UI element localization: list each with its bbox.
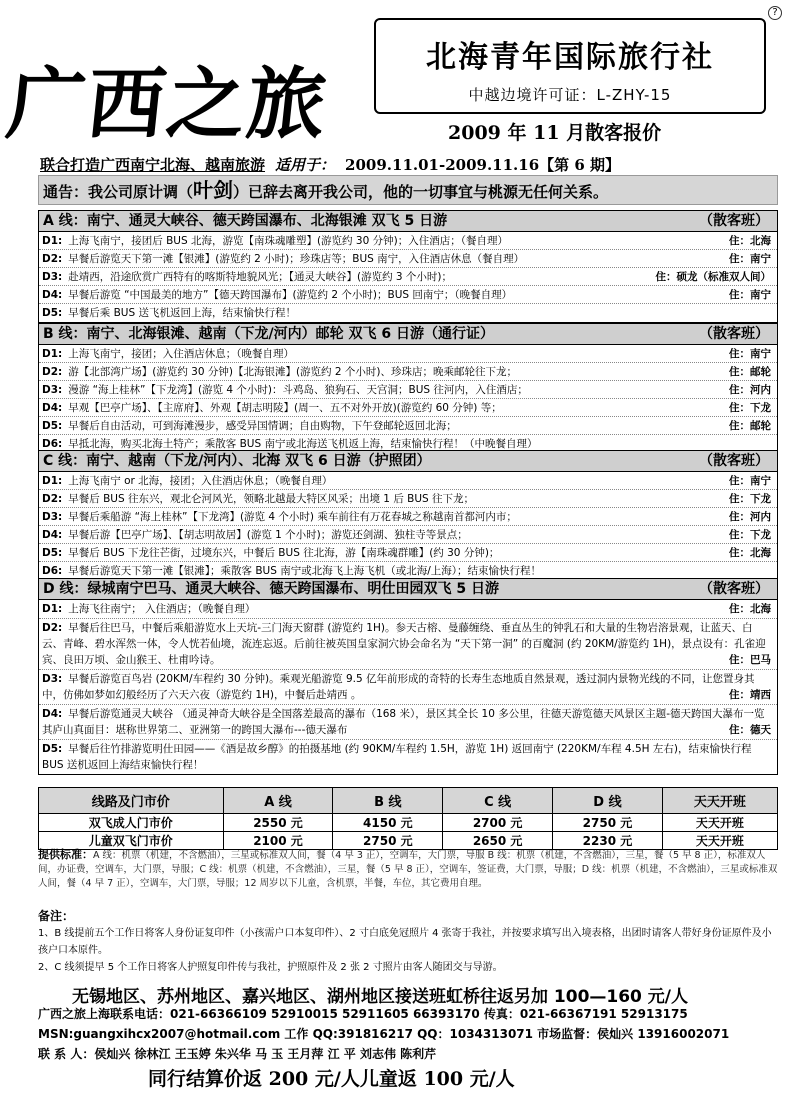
itinerary-day: D3: 漫游 “海上桂林”【下龙湾】(游览 4 个小时)：斗鸡岛、狼狗石、天宫洞；BUS 往河内，入住酒店； 住：河内 — [39, 381, 777, 399]
note-item: 2、C 线须提早 5 个工作日将客人护照复印件传与我社，护照原件及 2 张 2 寸照片由客人随团交与导游。 — [38, 962, 503, 973]
route-type: （散客班） — [699, 453, 769, 469]
promo-line: 同行结算价返 200 元/人儿童返 100 元/人 — [148, 1068, 515, 1090]
itinerary-day: D6: 早抵北海，购买北海土特产；乘散客 BUS 南宁或北海送飞机返上海，结束愉快行程！（中晚餐自理） — [42, 438, 538, 450]
table-header-cell: A 线 — [223, 788, 333, 814]
table-cell: 2230 元 — [553, 832, 663, 850]
itinerary-day: D5: 早餐后 BUS 下龙往芒街，过境东兴，中餐后 BUS 往北海，游【南珠魂群雕】(约 30 分钟)； 住：北海 — [39, 544, 777, 562]
table-header-cell: B 线 — [333, 788, 443, 814]
notice-bar — [38, 175, 778, 205]
itinerary-day: D3: 早餐后游览百鸟岩 (20KM/车程约 30 分钟)。乘观光船游览 9.5 亿年前形成的奇特的长寿生态地质自然景观，透过洞内景物光线的不同，让您置身其中，仿佛如梦如幻般经历了六天六夜（游览约 1H)，中餐后赴靖西 。 住：靖西 — [39, 670, 777, 705]
service-standards — [38, 848, 778, 891]
route-header — [39, 451, 777, 472]
table-cell: 儿童双飞门市价 — [39, 832, 224, 850]
table-cell: 2650 元 — [443, 832, 553, 850]
table-cell: 双飞成人门市价 — [39, 814, 224, 832]
contact-online: MSN:guangxihcx2007@hotmail.com 工作 QQ:391816217 QQ：1034313071 市场监督：侯灿兴 13916002071 — [38, 1027, 730, 1041]
date-title: 2009 年 11 月散客报价 — [448, 122, 662, 144]
table-cell: 2700 元 — [443, 814, 553, 832]
agency-banner — [374, 18, 766, 114]
itinerary-day: D2: 早餐后往巴马，中餐后乘船游览水上天坑-三门海天窗群 (游览约 1H)。参天古榕、曼藤缠绕、垂直丛生的钟乳石和大量的生物岩溶景观，让蓝天、白云、青峰、碧水浑然一体，令人恍若仙境，流连忘返。后前往被英国皇家洞穴协会命名为 “天下第一洞” 的百魔洞 (约 20KM/游览约 1H)，景点设有：孔雀迎宾、良田万顷、金山猴王、杜甫吟诗。 住：巴马 — [39, 619, 777, 670]
contact-phone: 广西之旅上海联系电话：021-66366109 52910015 52911605 66393170 传真：021-66367191 52913175 — [38, 1007, 688, 1021]
itinerary-day: D5: 早餐后自由活动，可到海滩漫步，感受异国情调；自由购物，下午登邮轮返回北海； 住：邮轮 — [39, 417, 777, 435]
table-header-row — [39, 788, 778, 814]
table-row — [39, 832, 778, 850]
itinerary-day: D6: 早餐后游览天下第一滩【银滩】；乘散客 BUS 南宁或北海飞上海飞机（或北海/上海）；结束愉快行程！ — [42, 565, 541, 577]
page-title: 广西之旅 — [2, 59, 333, 150]
itinerary-day: D2: 早餐后游览天下第一滩【银滩】(游览约 2 小时)；珍珠店等；BUS 南宁，入住酒店休息（餐自理） 住：南宁 — [39, 250, 777, 268]
contact-people: 联 系 人：侯灿兴 徐林江 王玉婷 朱兴华 马 玉 王月萍 江 平 刘志伟 陈利芹 — [38, 1047, 437, 1061]
itinerary-day: D1: 上海飞南宁 or 北海，接团；入住酒店休息；（晚餐自理） 住：南宁 — [39, 472, 777, 490]
route-type: （散客班） — [699, 581, 769, 597]
apply-range: 2009.11.01-2009.11.16【第 6 期】 — [345, 156, 621, 174]
apply-label: 适用于： — [275, 156, 336, 174]
price-table — [38, 787, 778, 850]
route-title: C 线：南宁、越南（下龙/河内）、北海 双飞 6 日游（护照团） — [43, 453, 431, 469]
itinerary-day: D4: 早观【巴亭广场】、【主席府】、外观【胡志明陵】(周一、五不对外开放)(游览约 60 分钟) 等； 住：下龙 — [39, 399, 777, 417]
route-title: B 线：南宁、北海银滩、越南（下龙/河内）邮轮 双飞 6 日游（通行证） — [43, 326, 495, 342]
subtitle: 联合打造广西南宁北海、越南旅游 — [40, 156, 266, 174]
route-title: A 线：南宁、通灵大峡谷、德天跨国瀑布、北海银滩 双飞 5 日游 — [43, 213, 448, 229]
table-cell: 2750 元 — [553, 814, 663, 832]
itinerary-day: D4: 早餐后游【巴亭广场】、【胡志明故居】(游览 1 个小时)；游览还剑湖、独柱寺等景点； 住：下龙 — [39, 526, 777, 544]
license-number: 中越边境许可证：L-ZHY-15 — [468, 86, 672, 104]
table-cell: 2550 元 — [223, 814, 333, 832]
route-header — [39, 579, 777, 600]
itinerary-day: D1: 上海飞南宁，接团；入住酒店休息；（晚餐自理） 住：南宁 — [39, 345, 777, 363]
notice-name: 叶剑 — [193, 178, 234, 202]
table-cell: 2750 元 — [333, 832, 443, 850]
corner-circle-icon: ? — [768, 6, 782, 20]
route-type: （散客班） — [699, 326, 769, 342]
route-title: D 线：绿城南宁巴马、通灵大峡谷、德天跨国瀑布、明仕田园双飞 5 日游 — [43, 581, 499, 597]
table-header-cell: 天天开班 — [662, 788, 777, 814]
agency-name: 北海青年国际旅行社 — [426, 40, 714, 75]
table-cell: 2100 元 — [223, 832, 333, 850]
transfer-surcharge: 无锡地区、苏州地区、嘉兴地区、湖州地区接送班虹桥往返另加 100—160 元/人 — [72, 987, 689, 1007]
table-header-cell: D 线 — [553, 788, 663, 814]
itinerary-day: D1: 上海飞南宁，接团后 BUS 北海，游览【南珠魂雕塑】(游览约 30 分钟)；入住酒店；（餐自理） 住：北海 — [39, 232, 777, 250]
route-a — [38, 210, 778, 323]
table-row — [39, 814, 778, 832]
table-cell: 4150 元 — [333, 814, 443, 832]
itinerary-day: D3: 早餐后乘船游 “海上桂林”【下龙湾】(游览 4 个小时) 乘车前往有万花春城之称越南首都河内市； 住：河内 — [39, 508, 777, 526]
standards-label: 提供标准： — [38, 848, 93, 861]
route-b — [38, 323, 778, 454]
itinerary-day: D4: 早餐后游览 “中国最美的地方”【德天跨国瀑布】(游览约 2 个小时)；BUS 回南宁；（晚餐自理） 住：南宁 — [39, 286, 777, 304]
itinerary-day: D5: 早餐后往竹排游览明仕田园——《酒是故乡醇》的拍摄基地 (约 90KM/车程约 1.5H，游览 1H) 返回南宁 (220KM/车程 4.5H 左右)，结束愉快行程 BUS 送机返回上海结束愉快行程！ — [42, 743, 752, 771]
itinerary-day: D1: 上海飞往南宁； 入住酒店；（晚餐自理） 住：北海 — [39, 600, 777, 619]
notice-suffix: ）已辞去离开我公司，他的一切事宜与桃源无任何关系。 — [233, 183, 609, 201]
note-item: 1、B 线提前五个工作日将客人身份证复印件（小孩需户口本复印件）、2 寸白底免冠照片 4 张寄于我社，并按要求填写出入境表格，出团时请客人带好身份证原件及小孩户口本原件。 — [38, 928, 772, 956]
table-header-cell: C 线 — [443, 788, 553, 814]
itinerary-day: D4: 早餐后游览通灵大峡谷 （通灵神奇大峡谷是全国落差最高的瀑布（168 米），景区其全长 10 多公里，往德天游览德天风景区主题-德天跨国大瀑布一览其庐山真面目：堪称世界第二、亚洲第一的跨国大瀑布---德天瀑布 住：德天 — [39, 705, 777, 740]
itinerary-day: D2: 游【北部湾广场】(游览约 30 分钟)【北海银滩】(游览约 2 个小时)、珍珠店；晚乘邮轮往下龙； 住：邮轮 — [39, 363, 777, 381]
notes — [38, 908, 778, 976]
table-cell: 天天开班 — [662, 814, 777, 832]
itinerary-day: D2: 早餐后 BUS 往东兴，观北仑河风光，领略北越最大特区风采；出境 1 后 BUS 往下龙； 住：下龙 — [39, 490, 777, 508]
standards-text: A 线：机票（机建，不含燃油），三星或标准双人间，餐（4 早 3 正），空调车，大门票，导服 B 线：机票（机建，不含燃油），三星，餐（5 早 8 正），标准双人间，办证费，空调车，大门票，导服；C 线：机票（机建，不含燃油），三星，餐（5 早 8 正），空调车，签证费，大门票，导服；D 线：机票（机建，不含燃油），三星或标准双人间，餐（4 早 7 正），空调车，大门票，导服；12 周岁以下儿童，含机票，半餐，车位，其它费用自理。 — [38, 850, 778, 889]
route-c — [38, 450, 778, 581]
notes-heading: 备注： — [38, 909, 75, 923]
route-type: （散客班） — [699, 213, 769, 229]
notice-prefix: 通告：我公司原计调（ — [43, 183, 194, 201]
subtitle-row — [40, 154, 780, 175]
route-header — [39, 324, 777, 345]
itinerary-day: D3: 赴靖西，沿途欣赏广西特有的喀斯特地貌风光；【通灵大峡谷】(游览约 3 个小时)； 住：硕龙（标准双人间） — [39, 268, 777, 286]
route-d — [38, 578, 778, 775]
route-header — [39, 211, 777, 232]
table-header-cell: 线路及门市价 — [39, 788, 224, 814]
table-cell: 天天开班 — [662, 832, 777, 850]
itinerary-day: D5: 早餐后乘 BUS 送飞机返回上海，结束愉快行程！ — [42, 307, 296, 319]
